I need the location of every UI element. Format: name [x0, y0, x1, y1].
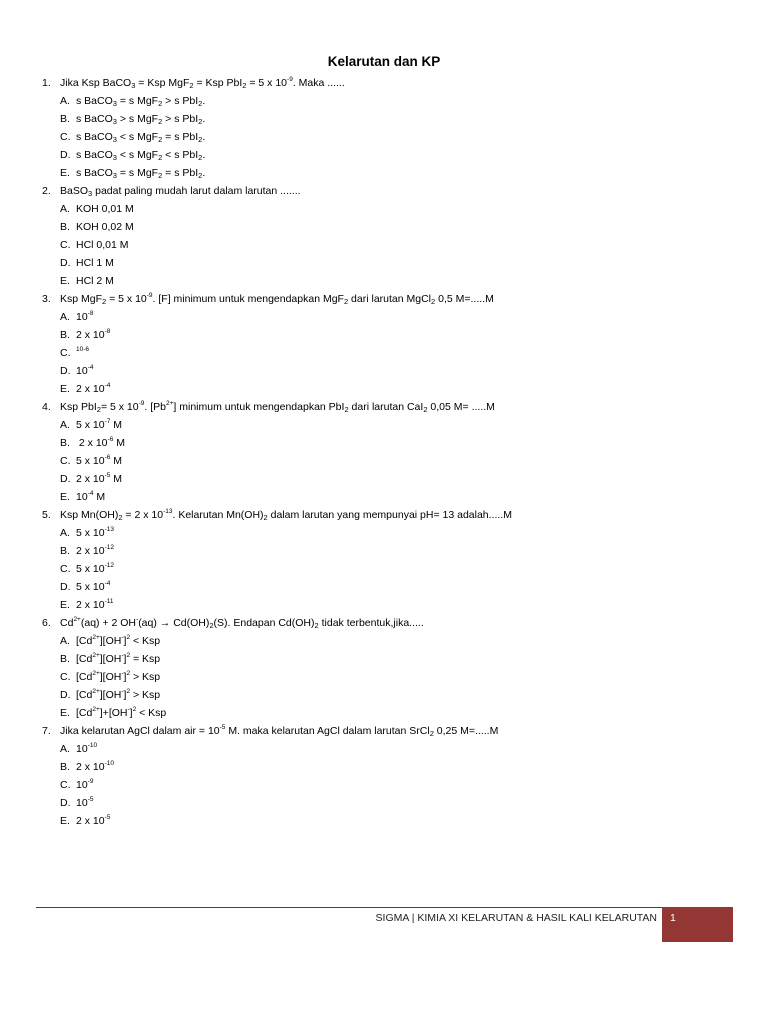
option-text: KOH 0,02 M	[76, 221, 134, 233]
answer-option	[42, 524, 742, 542]
answer-option	[42, 560, 742, 578]
question-number: 6.	[42, 617, 51, 629]
question-number: 7.	[42, 725, 51, 737]
option-letter: B.	[60, 761, 70, 773]
option-text: s BaCO$_3$ > s MgF$_2$ > s PbI$_2$.	[76, 113, 206, 126]
option-text: 2 x $10^{-12}$	[76, 544, 115, 557]
option-letter: E.	[60, 815, 70, 827]
option-letter: E.	[60, 383, 70, 395]
option-text: 5 x $10^{-12}$	[76, 562, 115, 575]
option-letter: B.	[60, 545, 70, 557]
option-letter: B.	[60, 437, 70, 449]
option-text: $10^{-8}$	[76, 310, 94, 323]
option-letter: C.	[60, 563, 71, 575]
answer-option	[42, 704, 742, 722]
option-text: 5 x $10^{-6}$ M	[76, 454, 123, 467]
option-text: $10^{-4}$ M	[76, 490, 106, 503]
answer-option	[42, 758, 742, 776]
option-text: 10-6	[76, 346, 90, 353]
question-number: 4.	[42, 401, 51, 413]
option-letter: D.	[60, 365, 71, 377]
option-text: $[Cd^{2+}][OH^-]^2$ > Ksp	[76, 688, 161, 701]
answer-option	[42, 452, 742, 470]
option-text: 5 x $10^{-4}$	[76, 580, 111, 593]
option-text: $10^{-10}$	[76, 742, 98, 755]
option-text: HCl 1 M	[76, 257, 114, 269]
question-text: Ksp PbI$_2$= 5 x $10^{-9}$. $[Pb^{2+}]$ minimum untuk mengendapkan PbI$_2$ dari larutan CaI$_2$ 0,05 M= .....M	[60, 400, 495, 414]
answer-option	[42, 488, 742, 506]
option-letter: B.	[60, 113, 70, 125]
option-letter: D.	[60, 149, 71, 161]
answer-option	[42, 794, 742, 812]
option-text: $10^{-9}$	[76, 778, 94, 791]
option-letter: D.	[60, 257, 71, 269]
question-4	[42, 398, 742, 416]
option-letter: C.	[60, 455, 71, 467]
option-letter: A.	[60, 743, 70, 755]
option-letter: A.	[60, 527, 70, 539]
option-letter: D.	[60, 689, 71, 701]
option-text: $[Cd^{2+}]+[OH^-]^2$ < Ksp	[76, 706, 167, 719]
question-1	[42, 74, 742, 92]
option-letter: C.	[60, 347, 71, 359]
option-text: 2 x $10^{-11}$	[76, 598, 114, 611]
option-text: $[Cd^{2+}][OH^-]^2$ > Ksp	[76, 670, 161, 683]
option-text: $[Cd^{2+}][OH^-]^2$ < Ksp	[76, 634, 161, 647]
answer-option	[42, 200, 742, 218]
question-number: 2.	[42, 185, 51, 197]
answer-option	[42, 740, 742, 758]
question-number: 1.	[42, 77, 51, 89]
answer-option	[42, 434, 742, 452]
option-letter: C.	[60, 239, 71, 251]
option-letter: A.	[60, 635, 70, 647]
option-text: 2 x $10^{-4}$	[76, 382, 111, 395]
option-text: s BaCO$_3$ = s MgF$_2$ > s PbI$_2$.	[76, 95, 206, 108]
page-number: 1	[670, 912, 676, 924]
answer-option	[42, 236, 742, 254]
footer-divider	[36, 907, 662, 908]
option-letter: E.	[60, 599, 70, 611]
footer-text: SIGMA | KIMIA XI KELARUTAN & HASIL KALI KELARUTAN	[375, 912, 657, 924]
option-text: $10^{-4}$	[76, 364, 94, 377]
option-letter: C.	[60, 131, 71, 143]
option-letter: E.	[60, 491, 70, 503]
question-text: Jika Ksp BaCO$_3$ = Ksp MgF$_2$ = Ksp PbI$_2$ = 5 x $10^{-9}$. Maka ......	[60, 76, 345, 90]
option-letter: E.	[60, 167, 70, 179]
option-letter: D.	[60, 473, 71, 485]
option-text: 5 x $10^{-13}$	[76, 526, 115, 539]
answer-option	[42, 362, 742, 380]
answer-option	[42, 380, 742, 398]
answer-option	[42, 146, 742, 164]
question-text: Ksp MgF$_2$ = 5 x $10^{-9}$. [F] minimum untuk mengendapkan MgF$_2$ dari larutan MgCl$_2$ 0,5 M=.....M	[60, 292, 494, 306]
option-letter: C.	[60, 779, 71, 791]
question-text: BaSO$_3$ padat paling mudah larut dalam larutan .......	[60, 185, 301, 198]
option-text: HCl 0,01 M	[76, 239, 129, 251]
option-text: HCl 2 M	[76, 275, 114, 287]
question-number: 5.	[42, 509, 51, 521]
option-letter: B.	[60, 653, 70, 665]
answer-option	[42, 470, 742, 488]
option-text: 2 x $10^{-6}$ M	[76, 436, 125, 449]
answer-option	[42, 272, 742, 290]
answer-option	[42, 110, 742, 128]
option-letter: C.	[60, 671, 71, 683]
answer-option	[42, 326, 742, 344]
option-letter: B.	[60, 221, 70, 233]
question-text: Jika kelarutan AgCl dalam air = $10^{-5}$ M. maka kelarutan AgCl dalam larutan SrCl$_2$ 0,25 M=.....M	[60, 724, 499, 738]
answer-option	[42, 542, 742, 560]
option-letter: E.	[60, 275, 70, 287]
question-3	[42, 290, 742, 308]
answer-option	[42, 686, 742, 704]
option-text: 2 x $10^{-8}$	[76, 328, 111, 341]
option-text: 2 x $10^{-5}$	[76, 814, 111, 827]
page-number-box	[662, 907, 733, 942]
question-6	[42, 614, 742, 632]
answer-option	[42, 632, 742, 650]
option-text: 5 x $10^{-7}$ M	[76, 418, 123, 431]
question-7	[42, 722, 742, 740]
answer-option	[42, 218, 742, 236]
question-text: $Cd^{2+}(aq) + 2$ $OH^-(aq) \to Cd(OH)_2(S)$. Endapan $Cd(OH)_2$ tidak terbentuk,jika.....	[60, 616, 424, 630]
option-letter: A.	[60, 419, 70, 431]
option-text: 2 x $10^{-5}$ M	[76, 472, 123, 485]
answer-option	[42, 92, 742, 110]
answer-option	[42, 128, 742, 146]
option-letter: A.	[60, 311, 70, 323]
answer-option	[42, 164, 742, 182]
option-text: $[Cd^{2+}][OH^-]^2$ = Ksp	[76, 652, 161, 665]
answer-option	[42, 308, 742, 326]
question-number: 3.	[42, 293, 51, 305]
answer-option	[42, 668, 742, 686]
option-letter: B.	[60, 329, 70, 341]
answer-option	[42, 254, 742, 272]
answer-option	[42, 416, 742, 434]
option-text: $10^{-5}$	[76, 796, 94, 809]
option-letter: D.	[60, 581, 71, 593]
question-5	[42, 506, 742, 524]
answer-option	[42, 344, 742, 362]
option-letter: D.	[60, 797, 71, 809]
question-list	[42, 74, 742, 830]
page-title: Kelarutan dan KP	[327, 54, 441, 69]
option-letter: E.	[60, 707, 70, 719]
answer-option	[42, 578, 742, 596]
answer-option	[42, 596, 742, 614]
option-text: KOH 0,01 M	[76, 203, 134, 215]
option-letter: A.	[60, 203, 70, 215]
option-letter: A.	[60, 95, 70, 107]
question-2	[42, 182, 742, 200]
option-text: s BaCO$_3$ = s MgF$_2$ = s PbI$_2$.	[76, 167, 206, 180]
option-text: s BaCO$_3$ < s MgF$_2$ = s PbI$_2$.	[76, 131, 206, 144]
option-text: 2 x $10^{-10}$	[76, 760, 115, 773]
answer-option	[42, 812, 742, 830]
option-text: s BaCO$_3$ < s MgF$_2$ < s PbI$_2$.	[76, 149, 206, 162]
question-text: Ksp $Mn(OH)_2 = 2$ x $10^{-13}$. Kelarutan $Mn(OH)_2$ dalam larutan yang mempunyai pH= 13 adalah.....M	[60, 508, 512, 522]
answer-option	[42, 776, 742, 794]
answer-option	[42, 650, 742, 668]
